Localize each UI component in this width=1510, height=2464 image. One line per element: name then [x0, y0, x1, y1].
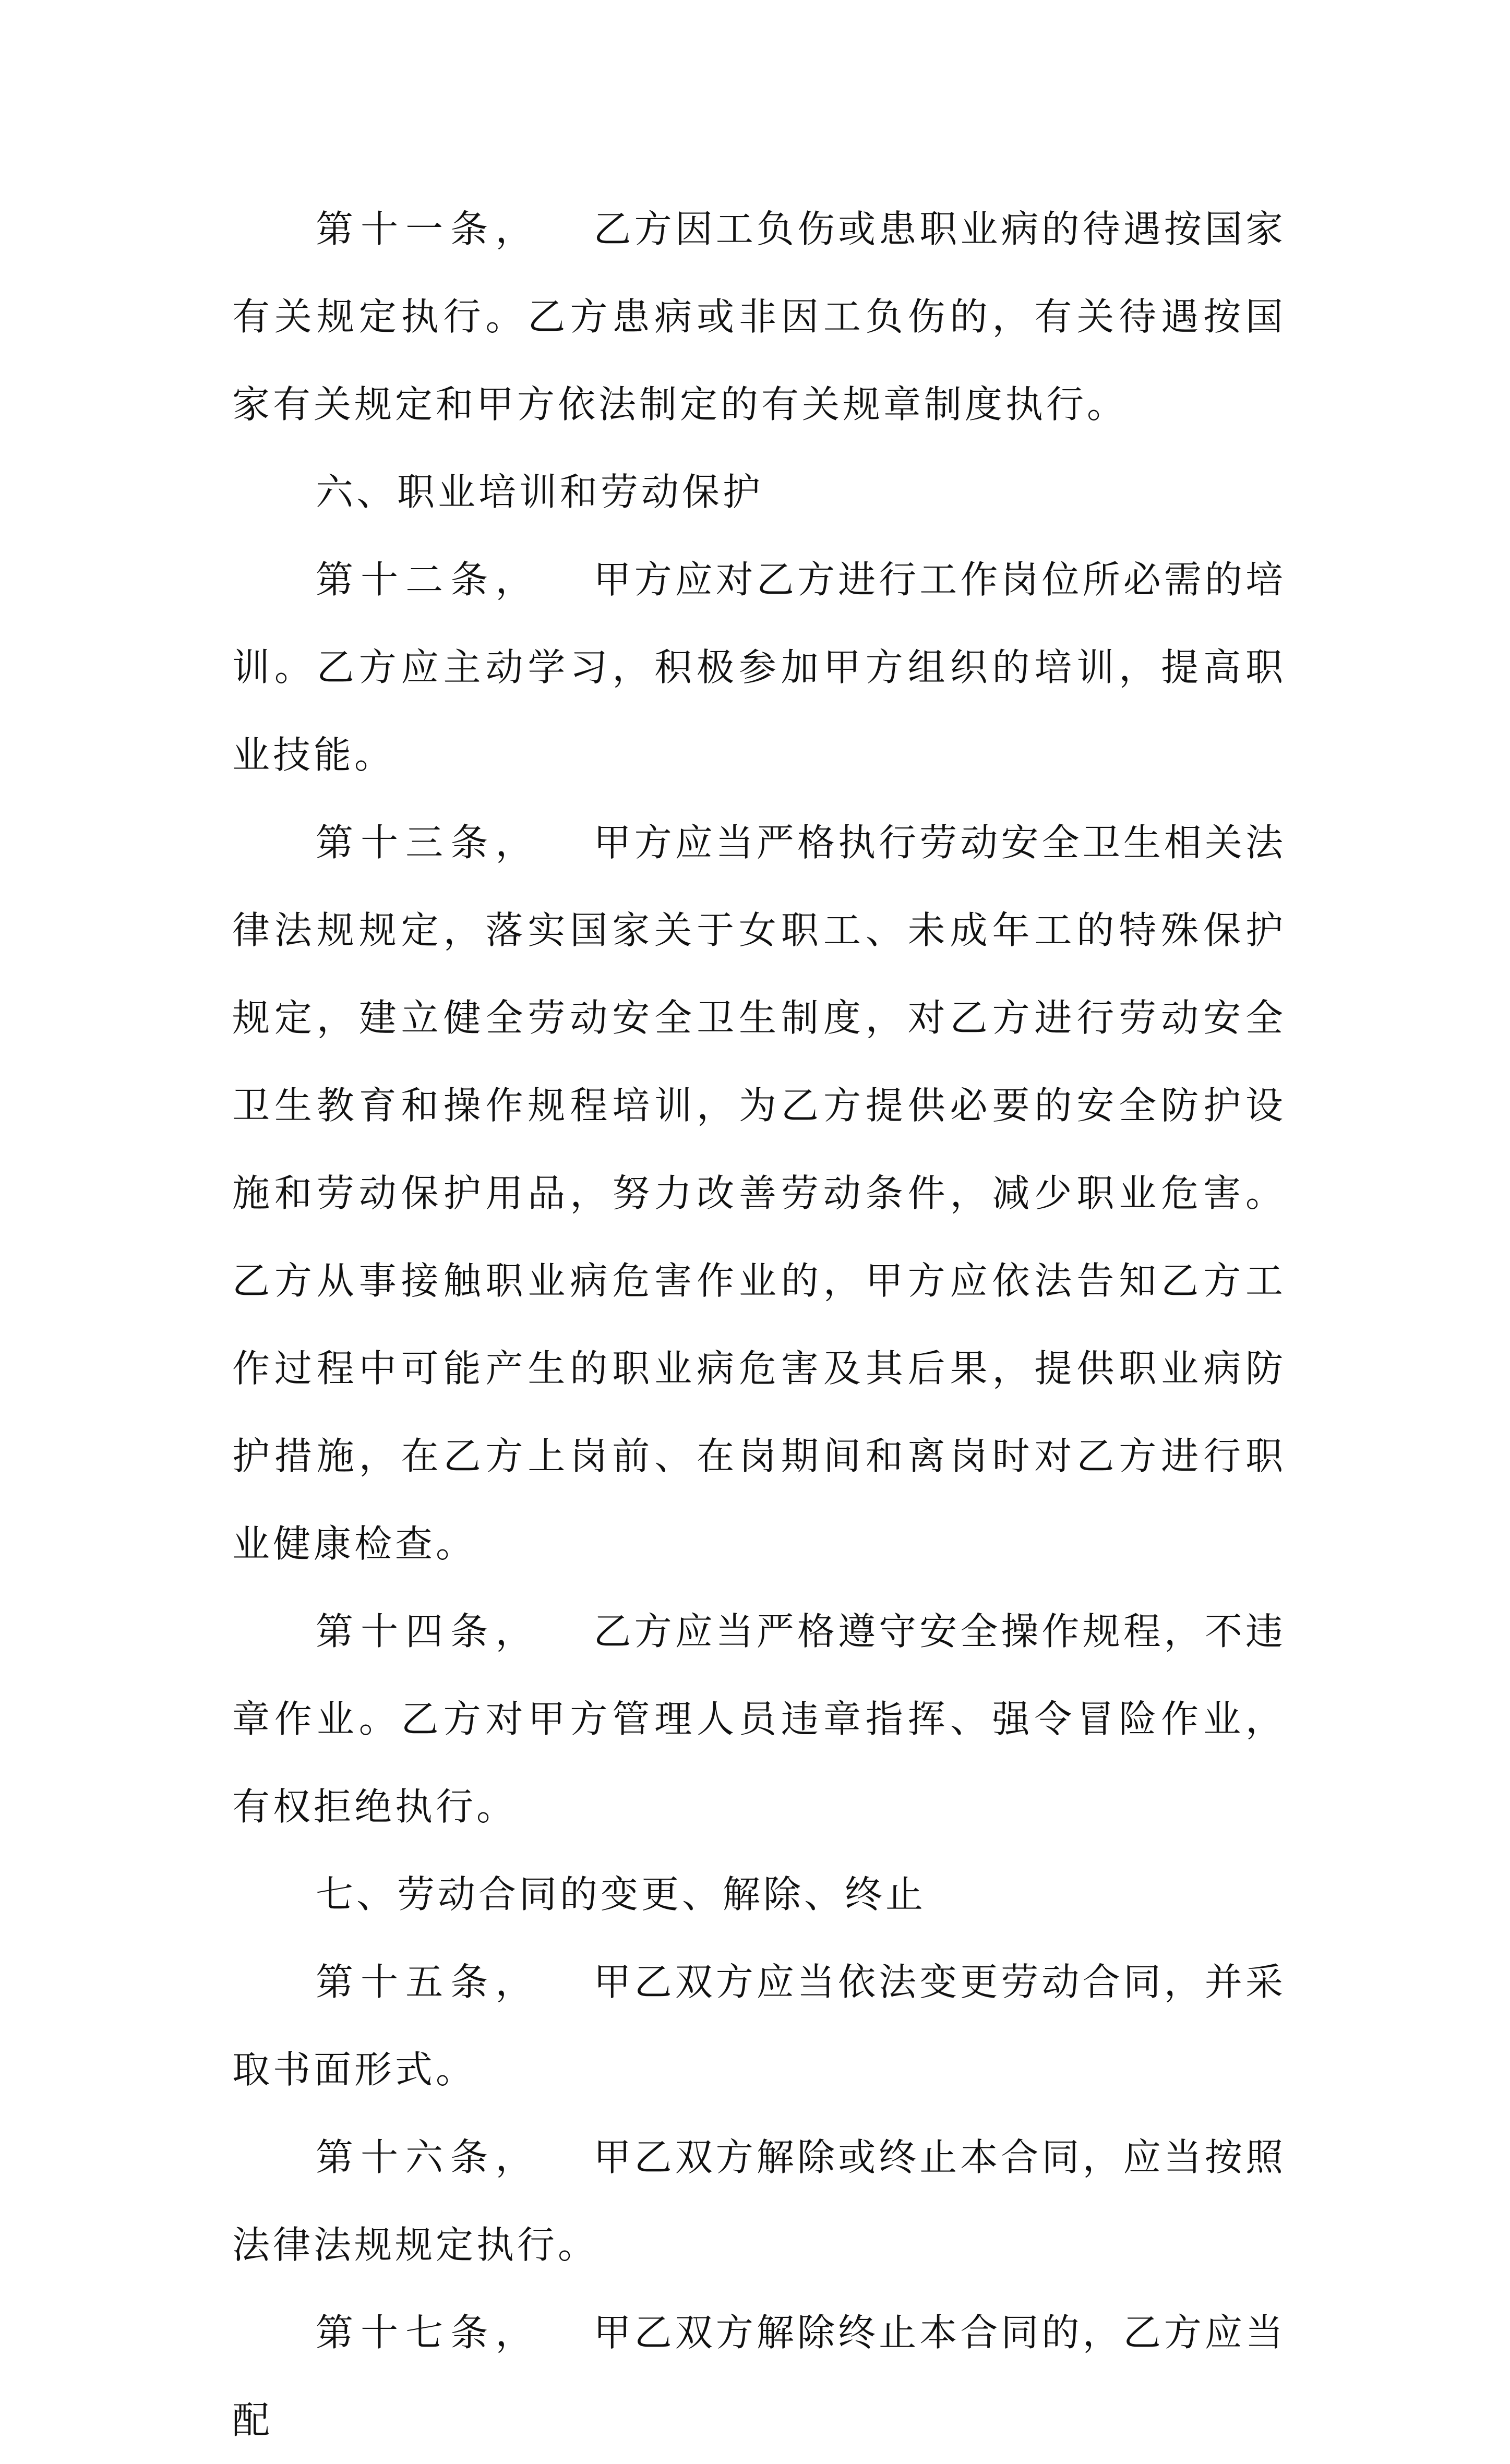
article-text: 甲乙双方解除或终止本合同，应当按照法律法规规定执行。 [232, 2135, 1286, 2267]
article-13 [232, 799, 1286, 1588]
article-separator: ， [495, 558, 536, 602]
section-heading-6: 六、职业培训和劳动保护 [316, 470, 764, 514]
article-text: 甲乙双方解除终止本合同的，乙方应当配 [232, 2311, 1286, 2442]
article-11 [232, 185, 1286, 448]
article-text: 甲方应对乙方进行工作岗位所必需的培训。乙方应主动学习，积极参加甲方组织的培训，提高职业技能。 [232, 558, 1286, 777]
article-17 [232, 2289, 1286, 2464]
article-text: 乙方应当严格遵守安全操作规程，不违章作业。乙方对甲方管理人员违章指挥、强令冒险作业，有权拒绝执行。 [232, 1609, 1286, 1829]
article-separator: ， [495, 207, 536, 251]
article-12 [232, 536, 1286, 799]
article-16 [232, 2113, 1286, 2289]
article-separator: ， [495, 1609, 536, 1653]
section-heading-7: 七、劳动合同的变更、解除、终止 [316, 1872, 927, 1916]
article-label: 第十六条 [316, 2135, 496, 2179]
article-separator: ， [495, 2311, 536, 2354]
article-separator: ， [495, 2135, 536, 2179]
document-body [232, 185, 1286, 2464]
article-15 [232, 1938, 1286, 2113]
article-text: 甲方应当严格执行劳动安全卫生相关法律法规规定，落实国家关于女职工、未成年工的特殊保护规定，建立健全劳动安全卫生制度，对乙方进行劳动安全卫生教育和操作规程培训，为乙方提供必要的安全防护设施和劳动保护用品，努力改善劳动条件，减少职业危害。乙方从事接触职业病危害作业的，甲方应依法告知乙方工作过程中可能产生的职业病危害及其后果，提供职业病防护措施，在乙方上岗前、在岗期间和离岗时对乙方进行职业健康检查。 [232, 821, 1286, 1566]
article-label: 第十二条 [316, 558, 496, 602]
article-text: 乙方因工负伤或患职业病的待遇按国家有关规定执行。乙方患病或非因工负伤的，有关待遇按国家有关规定和甲方依法制定的有关规章制度执行。 [232, 207, 1286, 426]
article-label: 第十三条 [316, 821, 496, 864]
article-separator: ， [495, 821, 536, 864]
article-separator: ， [495, 1960, 536, 2004]
article-label: 第十一条 [316, 207, 496, 251]
article-label: 第十五条 [316, 1960, 496, 2004]
article-label: 第十四条 [316, 1609, 496, 1653]
article-label: 第十七条 [316, 2311, 496, 2354]
article-text: 甲乙双方应当依法变更劳动合同，并采取书面形式。 [232, 1960, 1286, 2092]
article-14 [232, 1588, 1286, 1850]
